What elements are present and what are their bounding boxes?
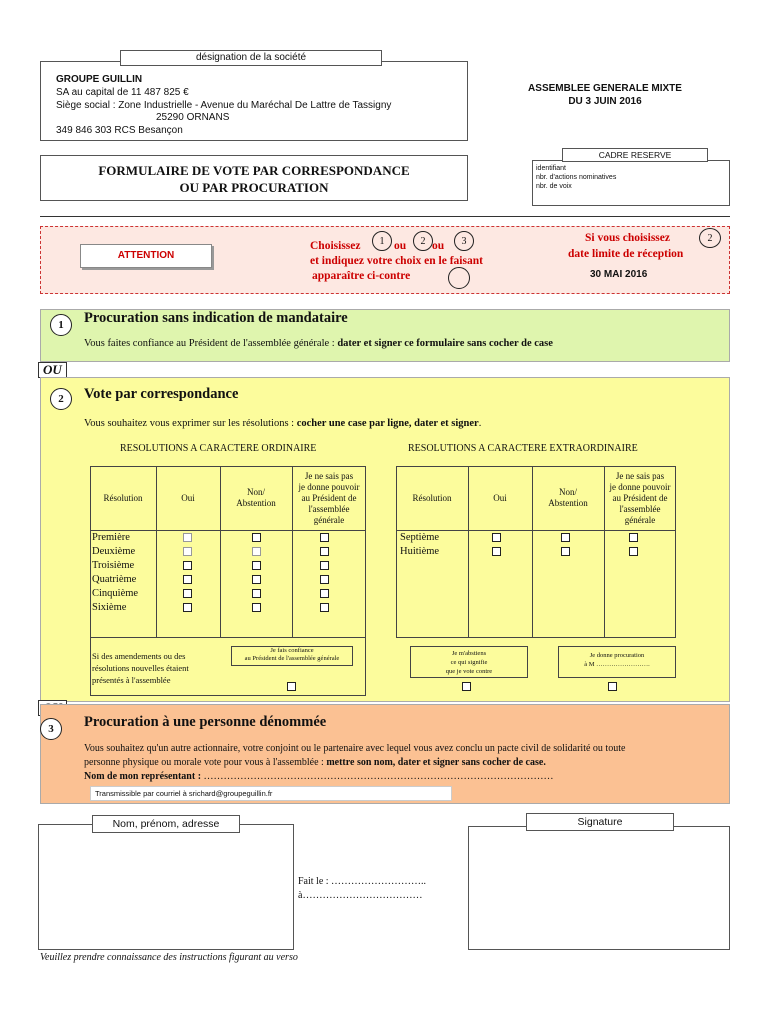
- ou-tag-1: OU: [38, 362, 67, 378]
- section1-text-bold: dater et signer ce formulaire sans cocher de case: [337, 338, 553, 349]
- ext-8-pouvoir-checkbox[interactable]: [629, 547, 638, 556]
- section2-text-end: .: [478, 418, 482, 429]
- ord-3-pouvoir-checkbox[interactable]: [320, 561, 329, 570]
- section1-title: Procuration sans indication de mandataire: [84, 310, 348, 326]
- company-box-label: désignation de la société: [120, 50, 382, 66]
- section1-text-plain: Vous faites confiance au Président de l'assemblée générale :: [84, 338, 338, 349]
- ord-1-oui-checkbox[interactable]: [183, 533, 192, 542]
- section1-number: 1: [50, 314, 72, 336]
- representative-line: [84, 771, 554, 782]
- form-title-line2: OU PAR PROCURATION: [179, 180, 329, 195]
- ord-1-pouvoir-checkbox[interactable]: [320, 533, 329, 542]
- ext-8-oui-checkbox[interactable]: [492, 547, 501, 556]
- amend-option-1: Je fais confiance au Président de l'assemblée générale: [231, 646, 353, 666]
- ext-7-pouvoir-checkbox[interactable]: [629, 533, 638, 542]
- ext-7-oui-checkbox[interactable]: [492, 533, 501, 542]
- cadre-line-2: nbr. d'actions nominatives: [536, 174, 617, 181]
- choice-1-circle: 1: [372, 231, 392, 251]
- representative-field[interactable]: ……………………………………………………………………………………………: [203, 771, 554, 782]
- cadre-line-1: identifiant: [536, 165, 566, 172]
- ord-3-non-checkbox[interactable]: [252, 561, 261, 570]
- ordinary-row-4: Quatrième: [92, 574, 137, 585]
- ord-4-pouvoir-checkbox[interactable]: [320, 575, 329, 584]
- assembly-title: [500, 82, 710, 108]
- ordinary-title: RESOLUTIONS A CARACTERE ORDINAIRE: [120, 443, 317, 454]
- section2-text-bold: cocher une case par ligne, dater et signer: [296, 418, 479, 429]
- choice-3-circle: 3: [454, 231, 474, 251]
- assembly-line1: ASSEMBLEE GENERALE MIXTE: [528, 83, 682, 94]
- ordinary-row-1: Première: [92, 532, 130, 543]
- section3-number: 3: [40, 718, 62, 740]
- ordinary-col-oui: Oui: [181, 492, 195, 503]
- footer-note: Veuillez prendre connaissance des instructions figurant au verso: [40, 952, 298, 963]
- amend-option-2-checkbox[interactable]: [462, 682, 471, 691]
- section2-number: 2: [50, 388, 72, 410]
- ord-5-non-checkbox[interactable]: [252, 589, 261, 598]
- extra-col-resolution: Résolution: [412, 492, 452, 503]
- section3-text1: Vous souhaitez qu'un autre actionnaire, votre conjoint ou le partenaire avec lequel vous avez conclu un pacte civil de solidarité ou toute: [84, 743, 626, 754]
- choice-empty-circle: [448, 267, 470, 289]
- cadre-line-3: nbr. de voix: [536, 183, 572, 190]
- assembly-line2: DU 3 JUIN 2016: [568, 96, 642, 107]
- amend-text: Si des amendements ou des résolutions nouvelles étaient présentés à l'assemblée: [92, 651, 189, 685]
- signature-box[interactable]: [468, 826, 730, 950]
- ordinary-row-3: Troisième: [92, 560, 135, 571]
- ord-6-oui-checkbox[interactable]: [183, 603, 192, 612]
- fait-le-field[interactable]: Fait le : ………………………..: [298, 876, 427, 887]
- attention-choose: Choisissez: [310, 240, 361, 252]
- ordinary-col-pouvoir: Je ne sais pas je donne pouvoir au Président de l'assemblée générale: [298, 470, 360, 525]
- amend-option-3-checkbox[interactable]: [608, 682, 617, 691]
- choice-2-circle: 2: [413, 231, 433, 251]
- section3-text2-bold: mettre son nom, dater et signer sans cocher de case.: [326, 757, 546, 768]
- company-postal: 25290 ORNANS: [156, 112, 230, 123]
- ord-6-pouvoir-checkbox[interactable]: [320, 603, 329, 612]
- extra-title: RESOLUTIONS A CARACTERE EXTRAORDINAIRE: [408, 443, 638, 454]
- attention-label: ATTENTION: [80, 244, 212, 268]
- top-divider: [40, 216, 730, 217]
- extra-col-pouvoir: Je ne sais pas je donne pouvoir au Président de l'assemblée générale: [609, 470, 671, 525]
- transmissible-box: Transmissible par courriel à srichard@groupeguillin.fr: [90, 786, 452, 801]
- ord-6-non-checkbox[interactable]: [252, 603, 261, 612]
- ordinary-row-6: Sixième: [92, 602, 127, 613]
- section3-text2-plain: personne physique ou morale vote pour vous à l'assemblée :: [84, 757, 327, 768]
- extra-row-1: Septième: [400, 532, 440, 543]
- attention-ou1: ou: [394, 240, 407, 252]
- ordinary-row-2: Deuxième: [92, 546, 136, 557]
- attention-right-line1: Si vous choisissez: [585, 232, 670, 244]
- extra-col-oui: Oui: [493, 492, 507, 503]
- section3-title: Procuration à une personne dénommée: [84, 714, 327, 730]
- right-choice-2-circle: 2: [699, 228, 721, 248]
- ordinary-header-line: [90, 530, 366, 531]
- attention-right-line2: date limite de réception: [568, 248, 684, 260]
- ord-2-non-checkbox[interactable]: [252, 547, 261, 556]
- lieu-field[interactable]: à………………………………: [298, 890, 423, 901]
- ordinary-row-5: Cinquième: [92, 588, 139, 599]
- form-title-box: [40, 155, 468, 201]
- attention-line2: et indiquez votre choix en le faisant: [310, 255, 483, 267]
- company-name: GROUPE GUILLIN: [56, 74, 143, 85]
- ord-4-oui-checkbox[interactable]: [183, 575, 192, 584]
- attention-line3: apparaître ci-contre: [312, 270, 411, 282]
- extra-col-non: Non/ Abstention: [548, 487, 588, 508]
- amend-option-2: Je m'abstiens ce qui signifie que je vote contre: [410, 646, 528, 678]
- section2-title: Vote par correspondance: [84, 386, 239, 402]
- company-rcs: 349 846 303 RCS Besançon: [56, 125, 183, 136]
- amend-option-3: Je donne procuration à M …………………….: [558, 646, 676, 678]
- section2-text-plain: Vous souhaitez vous exprimer sur les résolutions :: [84, 418, 297, 429]
- ord-4-non-checkbox[interactable]: [252, 575, 261, 584]
- ext-7-non-checkbox[interactable]: [561, 533, 570, 542]
- attention-ou2: ou: [432, 240, 445, 252]
- ord-3-oui-checkbox[interactable]: [183, 561, 192, 570]
- name-address-box[interactable]: [38, 824, 294, 950]
- ext-8-non-checkbox[interactable]: [561, 547, 570, 556]
- ord-5-oui-checkbox[interactable]: [183, 589, 192, 598]
- ord-2-pouvoir-checkbox[interactable]: [320, 547, 329, 556]
- extra-row-2: Huitième: [400, 546, 440, 557]
- form-title-line1: FORMULAIRE DE VOTE PAR CORRESPONDANCE: [98, 163, 410, 178]
- ord-5-pouvoir-checkbox[interactable]: [320, 589, 329, 598]
- name-address-label: Nom, prénom, adresse: [92, 815, 240, 833]
- section2-text: [84, 418, 481, 429]
- company-siege: Siège social : Zone Industrielle - Avenue du Maréchal De Lattre de Tassigny: [56, 100, 392, 111]
- amend-option-1-checkbox[interactable]: [287, 682, 296, 691]
- section1-text: [84, 338, 553, 349]
- ord-1-non-checkbox[interactable]: [252, 533, 261, 542]
- ordinary-col-resolution: Résolution: [103, 492, 143, 503]
- ord-2-oui-checkbox[interactable]: [183, 547, 192, 556]
- company-capital: SA au capital de 11 487 825 €: [56, 87, 189, 98]
- ordinary-col-non: Non/ Abstention: [236, 487, 276, 508]
- representative-label: Nom de mon représentant :: [84, 771, 204, 782]
- cadre-reserve-label: CADRE RESERVE: [562, 148, 708, 162]
- deadline-date: 30 MAI 2016: [590, 269, 648, 280]
- signature-label: Signature: [526, 813, 674, 831]
- section3-text2: [84, 757, 546, 768]
